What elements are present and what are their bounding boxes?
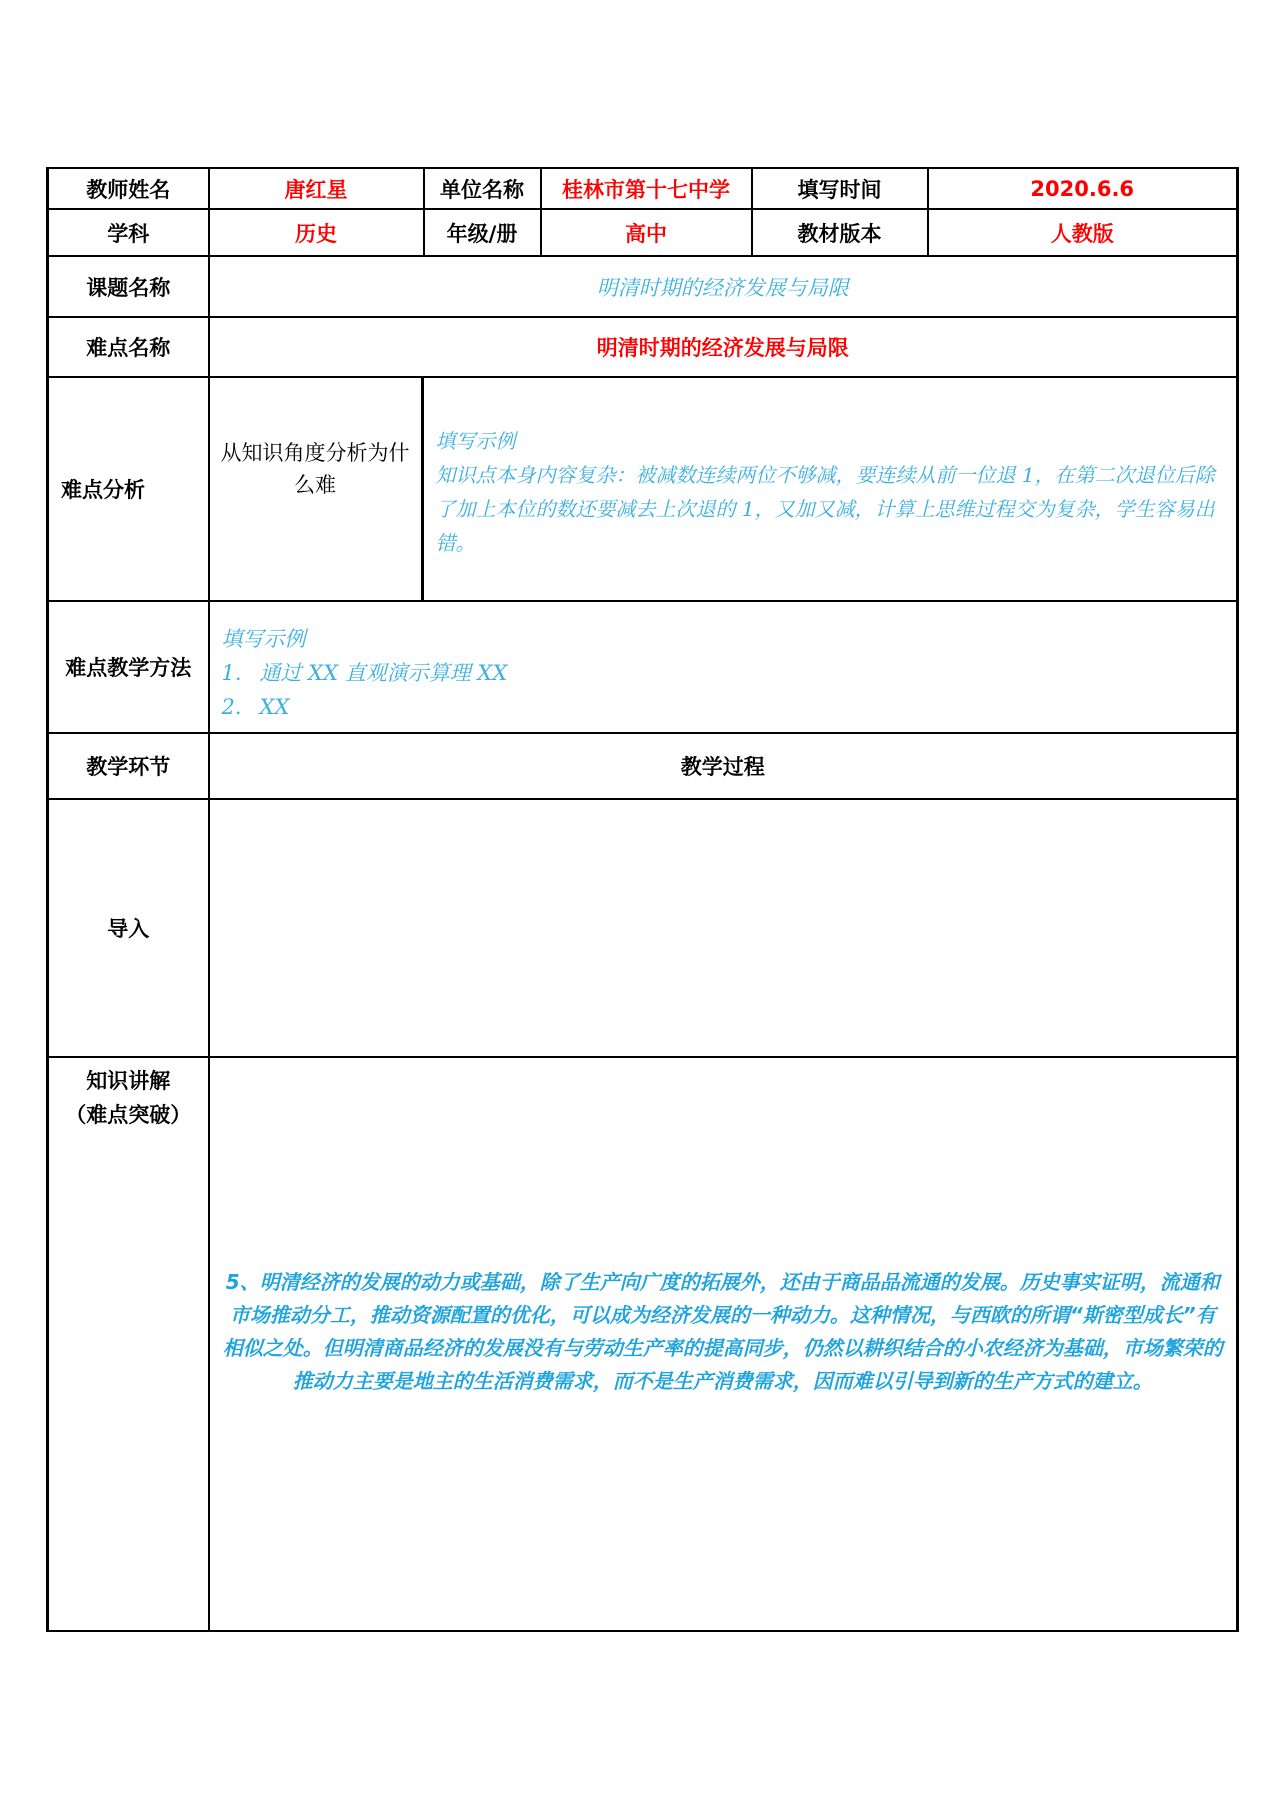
difficulty-value: 明清时期的经济发展与局限 <box>209 317 1238 377</box>
analysis-label: 难点分析 <box>48 377 209 601</box>
analysis-example-text: 知识点本身内容复杂：被减数连续两位不够减，要连续从前一位退 1，在第二次退位后除了加上本位的数还要减去上次退的 1，又加又减，计算上思维过程交为复杂，学生容易出错。 <box>435 463 1215 555</box>
method-item <box>222 690 1225 724</box>
edition-value: 人教版 <box>928 209 1238 256</box>
header-row-1 <box>48 168 1238 209</box>
intro-label: 导入 <box>48 799 209 1057</box>
method-example-title: 填写示例 <box>221 627 306 651</box>
teacher-name-value: 唐红星 <box>209 168 424 209</box>
analysis-question: 从知识角度分析为什么难 <box>210 378 424 600</box>
subject-value: 历史 <box>209 209 424 256</box>
process-label: 教学过程 <box>209 733 1238 799</box>
analysis-example-title: 填写示例 <box>435 429 516 453</box>
subject-label: 学科 <box>48 209 209 256</box>
analysis-cell <box>209 377 1238 601</box>
method-label: 难点教学方法 <box>48 601 209 733</box>
method-row <box>48 601 1238 733</box>
form-table <box>46 167 1239 1632</box>
explain-row <box>48 1057 1238 1631</box>
topic-row <box>48 256 1238 317</box>
analysis-inner <box>210 378 1237 600</box>
grade-label: 年级/册 <box>424 209 541 256</box>
fill-date-label: 填写时间 <box>752 168 928 209</box>
lesson-plan-form <box>46 167 1236 1632</box>
intro-content <box>209 799 1238 1057</box>
topic-label: 课题名称 <box>48 256 209 317</box>
unit-name-value: 桂林市第十七中学 <box>541 168 752 209</box>
process-header-row <box>48 733 1238 799</box>
intro-row <box>48 799 1238 1057</box>
stage-label: 教学环节 <box>48 733 209 799</box>
explain-label-line2: （难点突破） <box>65 1103 192 1127</box>
analysis-row <box>48 377 1238 601</box>
header-row-2 <box>48 209 1238 256</box>
unit-name-label: 单位名称 <box>424 168 541 209</box>
method-item-number: 1. <box>221 661 242 685</box>
grade-value: 高中 <box>541 209 752 256</box>
edition-label: 教材版本 <box>752 209 928 256</box>
topic-value: 明清时期的经济发展与局限 <box>209 256 1238 317</box>
method-item-number: 2. <box>221 695 242 719</box>
method-cell <box>209 601 1238 733</box>
fill-date-value: 2020.6.6 <box>928 168 1238 209</box>
method-item-text: 通过 XX 直观演示算理 XX <box>259 661 508 685</box>
method-item <box>222 656 1225 690</box>
explain-text: 5、明清经济的发展的动力或基础，除了生产向广度的拓展外，还由于商品品流通的发展。历史事实证明，流通和市场推动分工，推动资源配置的优化，可以成为经济发展的一种动力。这种情况，与西欧的所谓“斯密型成长”有相似之处。但明清商品经济的发展没有与劳动生产率的提高同步，仍然以耕织结合的小农经济为基础，市场繁荣的推动力主要是地主的生活消费需求，而不是生产消费需求，因而难以引导到新的生产方式的建立。 <box>222 1270 1223 1393</box>
explain-label-line1: 知识讲解 <box>86 1069 171 1093</box>
difficulty-label: 难点名称 <box>48 317 209 377</box>
explain-content <box>209 1057 1238 1631</box>
analysis-example <box>424 378 1237 600</box>
explain-label <box>48 1057 209 1631</box>
teacher-name-label: 教师姓名 <box>48 168 209 209</box>
method-item-text: XX <box>259 695 290 719</box>
difficulty-row <box>48 317 1238 377</box>
